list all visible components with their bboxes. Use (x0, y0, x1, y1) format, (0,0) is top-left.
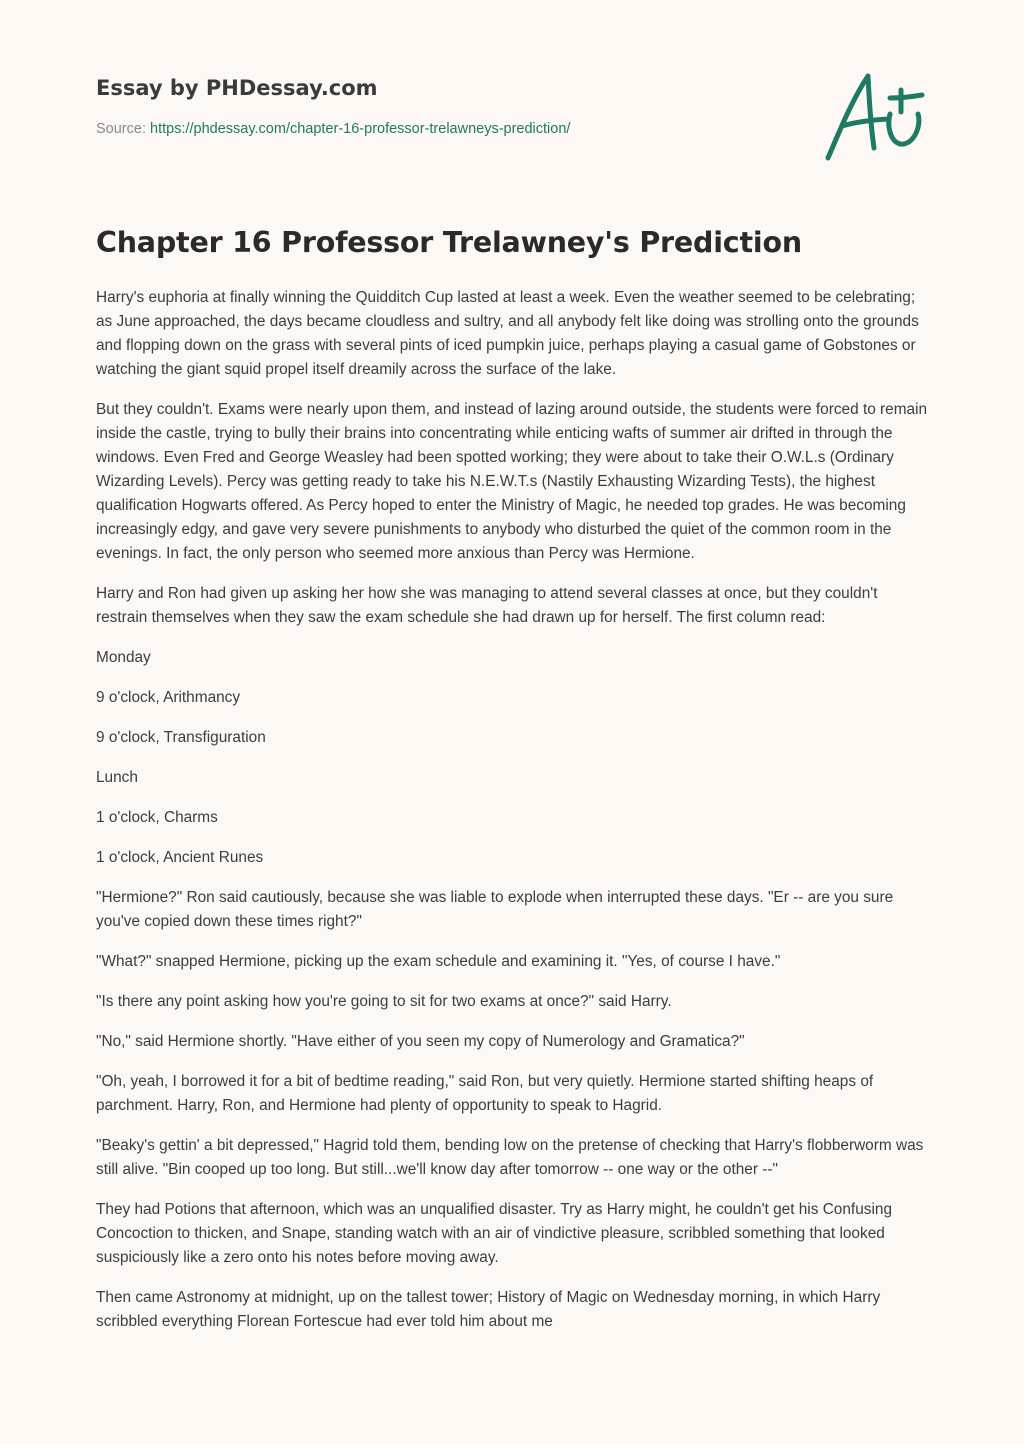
article-paragraph: "Hermione?" Ron said cautiously, because she was liable to explode when interrupted these days. "Er -- are you sure you've copied down these times right?" (96, 889, 894, 930)
site-title: Essay by PHDessay.com (96, 76, 378, 100)
article-paragraph: 9 o'clock, Transfiguration (96, 729, 266, 746)
article-paragraph: Then came Astronomy at midnight, up on the tallest tower; History of Magic on Wednesday morning, in which Harry scribbled everything Florean Fortescue had ever told him about me (96, 1289, 881, 1330)
source-link[interactable]: https://phdessay.com/chapter-16-professor-trelawneys-prediction/ (150, 121, 571, 137)
source-label: Source: (96, 121, 146, 137)
a-plus-logo-icon (822, 68, 930, 164)
page-header (96, 76, 926, 137)
article-paragraph: Monday (96, 649, 151, 666)
article-paragraph: Lunch (96, 769, 138, 786)
article-body (96, 286, 932, 1334)
article-paragraph: Harry's euphoria at finally winning the Quidditch Cup lasted at least a week. Even the weather seemed to be celebrating; as June approached, the days became cloudless and sultry, and all anybody felt like doing was strolling onto the grounds and flopping down on the grass with several pints of iced pumpkin juice, perhaps playing a casual game of Gobstones or watching the giant squid propel itself dreamily across the surface of the lake. (96, 289, 919, 378)
article-paragraph: 1 o'clock, Ancient Runes (96, 849, 264, 866)
article-title: Chapter 16 Professor Trelawney's Prediction (96, 226, 802, 259)
article (96, 226, 932, 1350)
article-paragraph: "No," said Hermione shortly. "Have either of you seen my copy of Numerology and Gramatica?" (96, 1033, 745, 1050)
source-line (96, 121, 926, 137)
article-paragraph: "Beaky's gettin' a bit depressed," Hagrid told them, bending low on the pretense of checking that Harry's flobberworm was still alive. "Bin cooped up too long. But still...we'll know day after tomorrow -- one way or the other --" (96, 1137, 924, 1178)
article-paragraph: But they couldn't. Exams were nearly upon them, and instead of lazing around outside, the students were forced to remain inside the castle, trying to bully their brains into concentrating while enticing wafts of summer air drifted in through the windows. Even Fred and George Weasley had been spotted working; they were about to take their O.W.L.s (Ordinary Wizarding Levels). Percy was getting ready to take his N.E.W.T.s (Nastily Exhausting Wizarding Tests), the highest qualification Hogwarts offered. As Percy hoped to enter the Ministry of Magic, he needed top grades. He was becoming increasingly edgy, and gave very severe punishments to anybody who disturbed the quiet of the common room in the evenings. In fact, the only person who seemed more anxious than Percy was Hermione. (96, 401, 928, 562)
article-paragraph: 1 o'clock, Charms (96, 809, 218, 826)
article-paragraph: "What?" snapped Hermione, picking up the exam schedule and examining it. "Yes, of course I have." (96, 953, 781, 970)
article-paragraph: Harry and Ron had given up asking her how she was managing to attend several classes at once, but they couldn't restrain themselves when they saw the exam schedule she had drawn up for herself. The first column read: (96, 585, 878, 626)
article-paragraph: "Oh, yeah, I borrowed it for a bit of bedtime reading," said Ron, but very quietly. Hermione started shifting heaps of parchment. Harry, Ron, and Hermione had plenty of opportunity to speak to Hagrid. (96, 1073, 874, 1114)
article-paragraph: "Is there any point asking how you're going to sit for two exams at once?" said Harry. (96, 993, 672, 1010)
article-paragraph: 9 o'clock, Arithmancy (96, 689, 241, 706)
article-paragraph: They had Potions that afternoon, which was an unqualified disaster. Try as Harry might, he couldn't get his Confusing Concoction to thicken, and Snape, standing watch with an air of vindictive pleasure, scribbled something that looked suspiciously like a zero onto his notes before moving away. (96, 1201, 892, 1266)
